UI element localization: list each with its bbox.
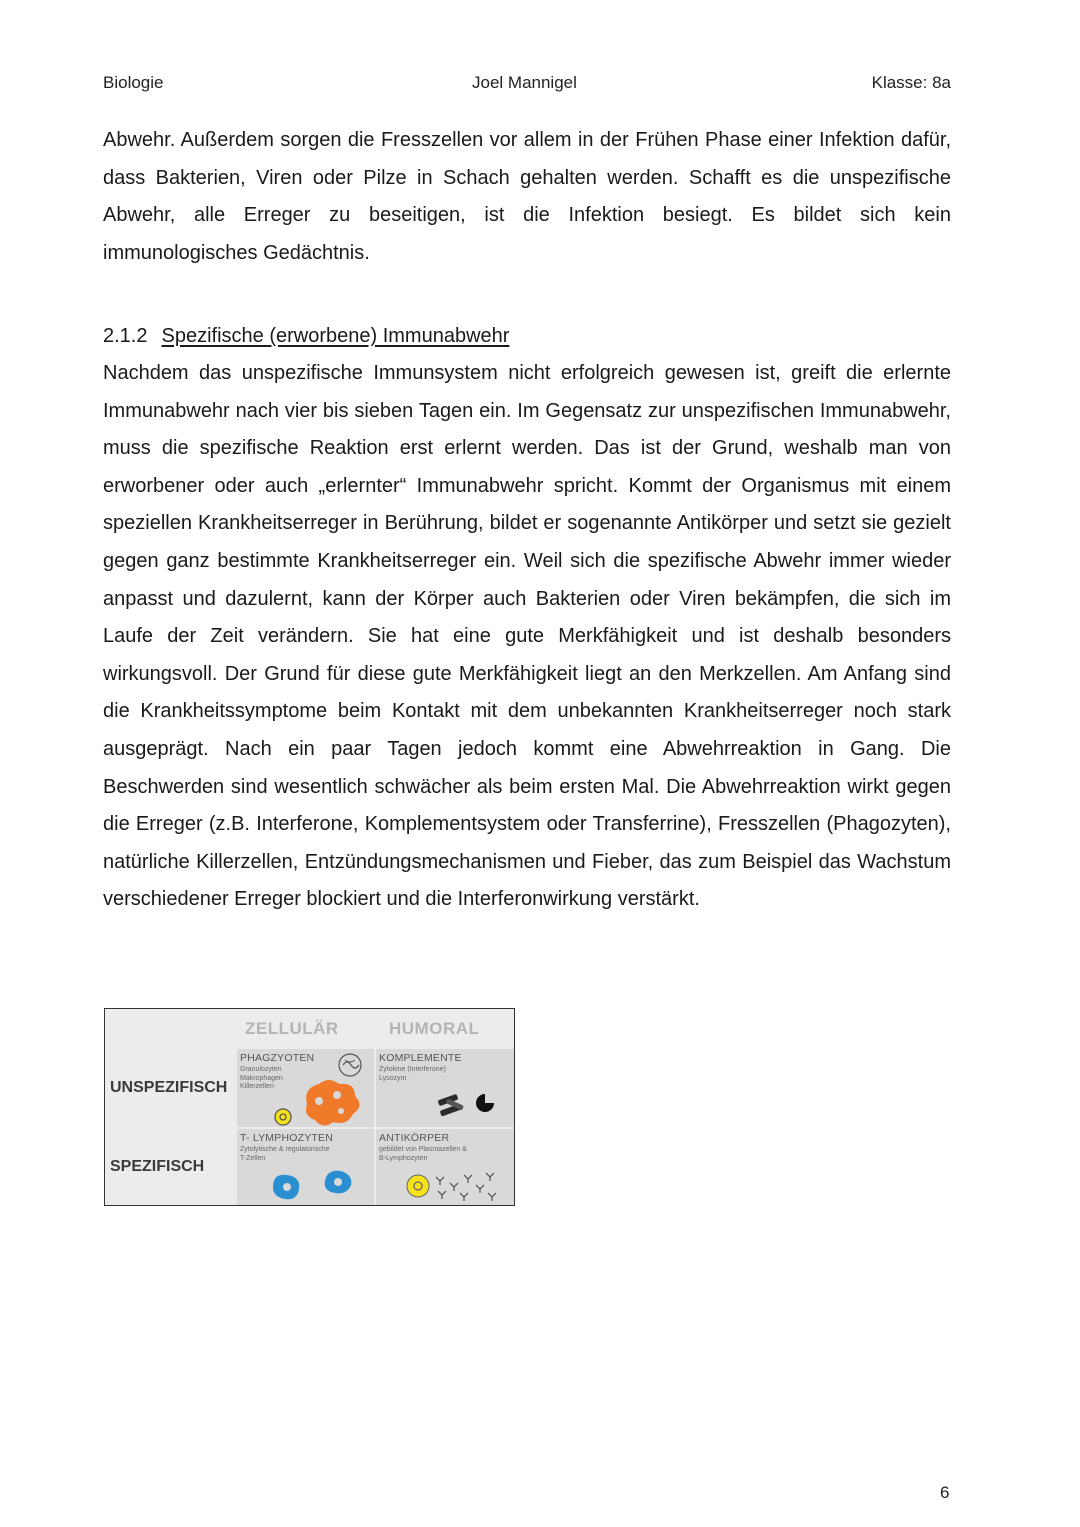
cell-antikoerper — [376, 1129, 514, 1205]
phagozyten-list: Granulozyten Makrophagen Killerzellen — [240, 1066, 283, 1090]
section-title: Spezifische (erworbene) Immunabwehr — [161, 325, 510, 347]
header-author: Joel Mannigel — [472, 73, 577, 92]
paragraph-intro: Abwehr. Außerdem sorgen die Fresszellen vor allem in der Frühen Phase einer Infektion dafür, dass Bakterien, Viren oder Pilze in Schach gehalten werden. Schafft es die unspezifische Abwehr, alle Erreger zu beseitigen, ist die Infektion besiegt. Es bildet sich kein immunologisches Gedächtnis. — [103, 129, 951, 264]
komplemente-list: Zytokine (Interferone) Lysozym — [379, 1066, 446, 1082]
row-label-unspezifisch: UNSPEZIFISCH — [110, 1079, 228, 1096]
antikoerper-list: gebildet von Plasmazellen & B-Lymphozyten — [379, 1146, 467, 1162]
cell-t-lymphozyten — [237, 1129, 374, 1205]
t-cell-illustration — [237, 1129, 374, 1205]
komplemente-title: KOMPLEMENTE — [379, 1052, 462, 1064]
paragraph-specific-defense: Nachdem das unspezifische Immunsystem nicht erfolgreich gewesen ist, greift die erlernte Immunabwehr nach vier bis sieben Tagen ein. Im Gegensatz zur unspezifischen Immunabwehr, muss die spezifische Reaktion erst erlernt werden. Das ist der Grund, weshalb man von erworbener oder auch „erlernter“ Immunabwehr spricht. Kommt der Organismus mit einem speziellen Krankheitserreger in Berührung, bildet er sogenannte Antikörper und setzt sie gezielt gegen ganz bestimmte Krankheitserreger ein. Weil sich die spezifische Abwehr immer wieder anpasst und dazulernt, kann der Körper auch Bakterien oder Viren bekämpfen, die sich im Laufe der Zeit verändern. Sie hat eine gute Merkfähigkeit und ist deshalb besonders wirkungsvoll. Der Grund für diese gute Merkfähigkeit liegt an den Merkzellen. Am Anfang sind die Krankheitssymptome beim Kontakt mit dem unbekannten Krankheitserreger noch stark ausgeprägt. Nach ein paar Tagen jedoch kommt eine Abwehrreaktion in Gang. Die Beschwerden sind wesentlich schwächer als beim ersten Mal. Die Abwehrreaktion wirkt gegen die Erreger (z.B. Interferone, Komplementsystem oder Transferrine), Fresszellen (Phagozyten), natürliche Killerzellen, Entzündungsmechanismen und Fieber, das zum Beispiel das Wachstum verschiedener Erreger blockiert und die Interferonwirkung verstärkt. — [103, 362, 951, 911]
cytokine-icon — [438, 1094, 464, 1117]
bacterium-icon — [339, 1054, 361, 1076]
phagozyten-title: PHAGZYOTEN — [240, 1052, 315, 1064]
column-header-zellular: ZELLULÄR — [245, 1019, 339, 1038]
page-number: 6 — [940, 1483, 950, 1502]
lysozyme-icon — [476, 1094, 494, 1112]
lymphozyten-title: T- LYMPHOZYTEN — [240, 1132, 334, 1144]
immune-system-table-figure — [104, 1008, 515, 1206]
b-cell-icon — [407, 1175, 429, 1197]
phagocyte-illustration — [237, 1049, 374, 1127]
section-number: 2.1.2 — [103, 325, 148, 347]
antikoerper-title: ANTIKÖRPER — [379, 1132, 450, 1144]
macrophage-icon — [306, 1080, 360, 1126]
cell-phagozyten — [237, 1049, 374, 1127]
cytokine-illustration — [376, 1049, 514, 1127]
header-class: Klasse: 8a — [871, 73, 951, 92]
antibody-illustration — [376, 1129, 514, 1205]
granulocyte-icon — [275, 1109, 291, 1125]
column-header-humoral: HUMORAL — [389, 1019, 480, 1038]
row-label-spezifisch: SPEZIFISCH — [110, 1158, 205, 1175]
cell-komplemente — [376, 1049, 514, 1127]
header-subject: Biologie — [103, 73, 164, 92]
lymphozyten-list: Zytolytische & regulatorische T-Zellen — [240, 1146, 330, 1162]
antibody-icon — [436, 1173, 496, 1201]
section-heading — [103, 321, 509, 351]
